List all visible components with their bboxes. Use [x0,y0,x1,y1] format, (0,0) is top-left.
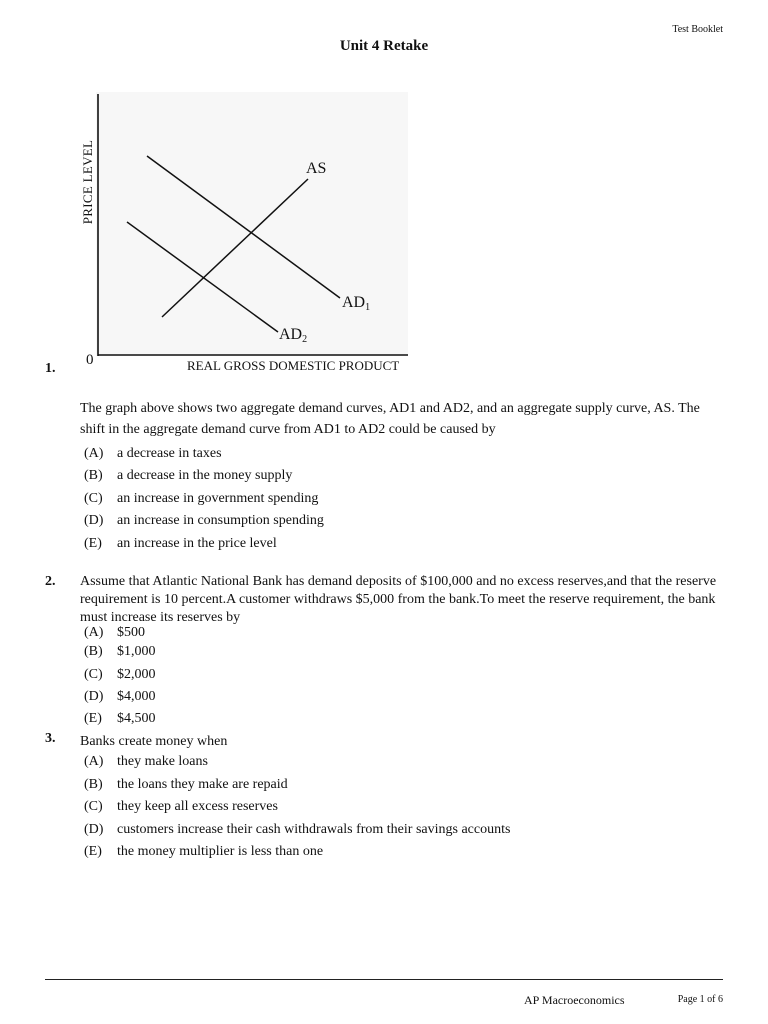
question-2-stem: Assume that Atlantic National Bank has demand deposits of $100,000 and no excess reserves,and that the reserve requirement is 10 percent.A customer withdraws $5,000 from the bank.To meet the reserve requirement, the bank must increase its reserves by [80,574,717,625]
question-2-number: 2. [45,574,56,589]
q2-option-e[interactable]: (E) $4,500 [84,711,156,726]
page-title: Unit 4 Retake [339,38,429,54]
question-1-number: 1. [45,361,56,376]
footer-divider [45,979,723,980]
graph-background [96,92,408,356]
q1-option-c[interactable]: (C) an increase in government spending [84,491,319,506]
ad2-label: $AD_2$ [279,326,308,345]
x-axis-label: REAL GROSS DOMESTIC PRODUCT [187,358,400,373]
q2-option-c[interactable]: (C) $2,000 [84,667,156,682]
q3-option-c[interactable]: (C) they keep all excess reserves [84,799,278,814]
graph-lines [76,88,416,380]
ad-as-graph [76,88,416,380]
q1-option-e[interactable]: (E) an increase in the price level [84,536,277,551]
question-3-stem: Banks create money when [80,734,228,749]
as-label: AS [306,160,327,177]
q1-option-d[interactable]: (D) an increase in consumption spending [84,513,324,528]
q1-option-a[interactable]: (A) a decrease in taxes [84,446,222,461]
origin-label: 0 [86,352,94,368]
q2-option-d[interactable]: (D) $4,000 [84,689,156,704]
q3-option-b[interactable]: (B) the loans they make are repaid [84,777,288,792]
footer-page-number: Page 1 of 6 [677,994,723,1005]
q2-option-b[interactable]: (B) $1,000 [84,644,156,659]
q2-option-a[interactable]: (A) $500 [84,625,145,640]
y-axis-label: PRICE LEVEL [80,139,95,225]
footer-course-name: AP Macroeconomics [524,993,625,1007]
q3-option-e[interactable]: (E) the money multiplier is less than one [84,844,324,859]
booklet-label: Test Booklet [672,24,723,35]
ad1-label: $AD_1$ [342,294,371,313]
q3-option-d[interactable]: (D) customers increase their cash withdrawals from their savings accounts [84,822,511,837]
q3-option-a[interactable]: (A) they make loans [84,754,208,769]
q1-option-b[interactable]: (B) a decrease in the money supply [84,468,293,483]
question-3-number: 3. [45,731,56,746]
question-1-stem: The graph above shows two aggregate demand curves, AD1 and AD2, and an aggregate supply curve, AS. The shift in the aggregate demand curve from AD1 to AD2 could be caused by [80,401,700,437]
